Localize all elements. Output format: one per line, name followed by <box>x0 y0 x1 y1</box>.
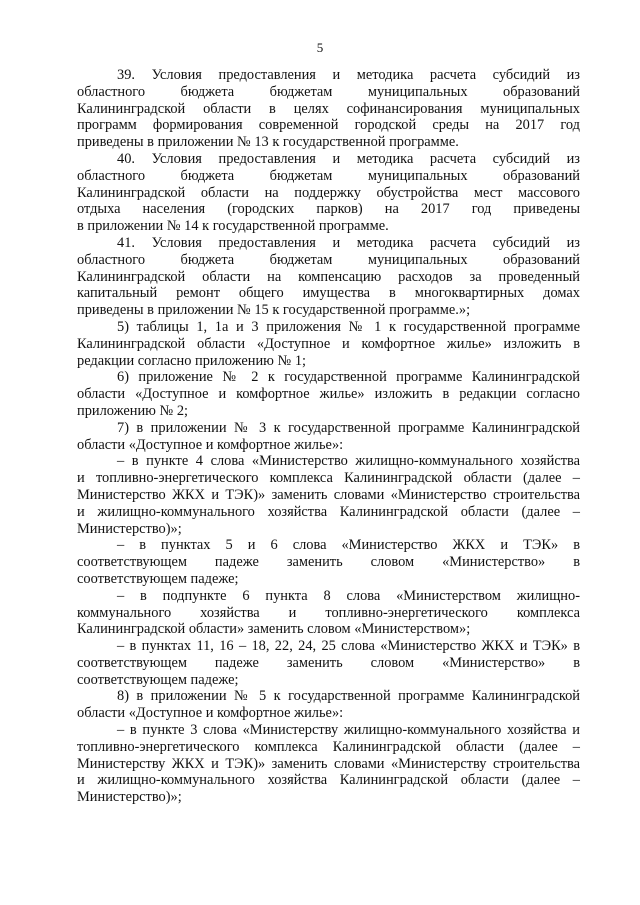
text-line: Министерство ЖКХ и ТЭК)» заменить словами «Министерство строительства <box>77 486 580 503</box>
text-line: – в пунктах 5 и 6 слова «Министерство ЖКХ и ТЭК» в <box>117 537 580 554</box>
paragraph-p7d <box>77 638 580 688</box>
text-line: областного бюджета бюджетам муниципальных образований <box>77 167 580 184</box>
text-line: 7) в приложении № 3 к государственной программе Калининградской <box>117 419 580 436</box>
text-line: Калининградской области на компенсацию расходов за проведенный <box>77 268 580 285</box>
text-line: 41. Условия предоставления и методика расчета субсидий из <box>117 234 580 251</box>
text-line: и жилищно-коммунального хозяйства Калининградской области (далее – <box>77 503 580 520</box>
page-number: 5 <box>316 40 324 55</box>
text-line: соответствующем падеже; <box>77 570 239 587</box>
text-line: Калининградской области «Доступное и комфортное жилье» изложить в <box>77 335 580 352</box>
text-line: 40. Условия предоставления и методика расчета субсидий из <box>117 150 580 167</box>
paragraph-p7a <box>77 453 580 537</box>
text-line: Калининградской области на поддержку обустройства мест массового <box>77 184 580 201</box>
document-body <box>77 67 580 806</box>
text-line: – в пункте 3 слова «Министерству жилищно-коммунального хозяйства и <box>117 722 580 739</box>
text-line: топливно-энергетического комплекса Калининградской области (далее – <box>77 738 580 755</box>
text-line: коммунального хозяйства и топливно-энергетического комплекса <box>77 604 580 621</box>
text-line: и топливно-энергетического комплекса Калининградской области (далее – <box>77 470 580 487</box>
text-line: – в подпункте 6 пункта 8 слова «Министерством жилищно- <box>117 587 580 604</box>
text-line: областного бюджета бюджетам муниципальных образований <box>77 251 580 268</box>
text-line: программ формирования современной городской среды на 2017 год <box>77 117 580 134</box>
text-line: соответствующем падеже заменить словом «Министерство» в <box>77 554 580 571</box>
text-line: капитальный ремонт общего имущества в многоквартирных домах <box>77 285 580 302</box>
text-line: соответствующем падеже; <box>77 671 239 688</box>
text-line: приложению № 2; <box>77 402 189 419</box>
text-line: 5) таблицы 1, 1а и 3 приложения № 1 к государственной программе <box>117 318 580 335</box>
text-line: 8) в приложении № 5 к государственной программе Калининградской <box>117 688 580 705</box>
paragraph-p40 <box>77 151 580 235</box>
text-line: Калининградской области в целях софинансирования муниципальных <box>77 100 580 117</box>
paragraph-p41 <box>77 235 580 319</box>
text-line: редакции согласно приложению № 1; <box>77 352 307 369</box>
text-line: в приложении № 14 к государственной программе. <box>77 218 389 235</box>
paragraph-p8 <box>77 688 580 722</box>
paragraph-p5 <box>77 319 580 369</box>
text-line: приведены в приложении № 13 к государственной программе. <box>77 134 459 151</box>
text-line: областного бюджета бюджетам муниципальных образований <box>77 83 580 100</box>
paragraph-p8a <box>77 722 580 806</box>
paragraph-p7b <box>77 537 580 587</box>
paragraph-p7 <box>77 420 580 454</box>
text-line: области «Доступное и комфортное жилье»: <box>77 705 344 722</box>
paragraph-p7c <box>77 588 580 638</box>
paragraph-p6 <box>77 369 580 419</box>
text-line: – в пункте 4 слова «Министерство жилищно-коммунального хозяйства <box>117 453 580 470</box>
text-line: и жилищно-коммунального хозяйства Калининградской области (далее – <box>77 772 580 789</box>
text-line: Министерству ЖКХ и ТЭК)» заменить словами «Министерству строительства <box>77 755 580 772</box>
text-line: 39. Условия предоставления и методика расчета субсидий из <box>117 67 580 83</box>
text-line: соответствующем падеже заменить словом «Министерство» в <box>77 654 580 671</box>
text-line: Министерство)»; <box>77 520 182 537</box>
text-line: Министерство)»; <box>77 789 182 806</box>
text-line: отдыха населения (городских парков) на 2017 год приведены <box>77 201 580 218</box>
text-line: Калининградской области» заменить словом «Министерством»; <box>77 621 471 638</box>
text-line: приведены в приложении № 15 к государственной программе.»; <box>77 302 471 319</box>
text-line: – в пунктах 11, 16 – 18, 22, 24, 25 слова «Министерство ЖКХ и ТЭК» в <box>117 638 580 655</box>
text-line: области «Доступное и комфортное жилье»: <box>77 436 344 453</box>
text-line: 6) приложение № 2 к государственной программе Калининградской <box>117 369 580 386</box>
paragraph-p39 <box>77 67 580 151</box>
text-line: области «Доступное и комфортное жилье» изложить в редакции согласно <box>77 386 580 403</box>
